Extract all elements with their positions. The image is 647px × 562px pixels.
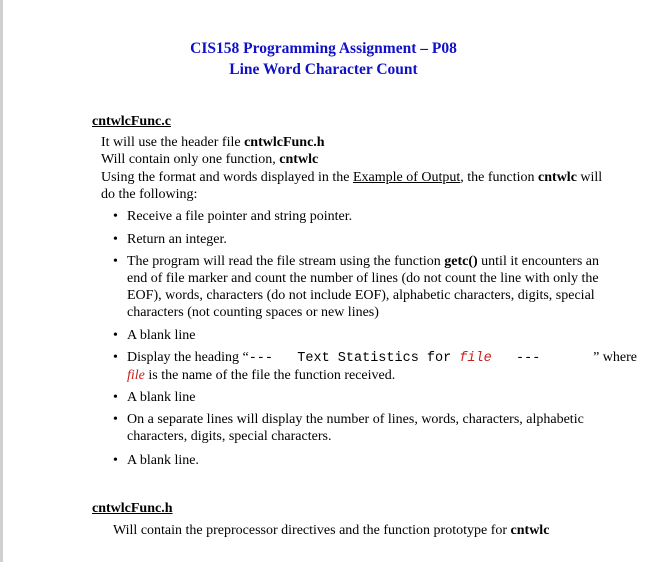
one-function-line: Will contain only one function, cntwlc xyxy=(101,152,319,167)
list-item: • A blank line xyxy=(113,390,196,405)
header-contents-line: Will contain the preprocessor directives and the function prototype for cntwlc xyxy=(113,523,550,538)
bullet-icon: • xyxy=(113,390,118,405)
file-placeholder: file xyxy=(459,351,492,366)
list-item: • A blank line xyxy=(113,328,196,343)
bullet-icon: • xyxy=(113,453,118,468)
format-instruction-line: Using the format and words displayed in the Example of Output, the function cntwlc will xyxy=(101,170,603,185)
file-placeholder: file xyxy=(127,368,145,383)
bullet-icon: • xyxy=(113,209,118,224)
header-file-name: cntwlcFunc.h xyxy=(244,135,325,150)
bullet-icon: • xyxy=(113,254,118,269)
document-title: CIS158 Programming Assignment – P08 xyxy=(190,40,457,57)
page-left-border xyxy=(0,0,3,562)
document-subtitle: Line Word Character Count xyxy=(229,61,418,78)
list-item: • Receive a file pointer and string pointer. xyxy=(113,209,353,224)
bullet-icon: • xyxy=(113,232,118,247)
bullet-icon: • xyxy=(113,328,118,343)
section-heading-cntwlcfunc-c: cntwlcFunc.c xyxy=(92,114,171,129)
format-instruction-line-2: do the following: xyxy=(101,187,198,202)
bullet-icon: • xyxy=(113,350,118,365)
example-of-output-link[interactable]: Example of Output xyxy=(352,170,461,185)
list-item: • A blank line. xyxy=(113,453,199,468)
list-item: • On a separate lines will display the number of lines, words, characters, alphabetic characters, digits, special characters. xyxy=(113,412,584,444)
list-item: • Display the heading “--- Text Statistics for file --- ” where file is the name of the file the function received. xyxy=(113,350,637,383)
list-item: • Return an integer. xyxy=(113,232,227,247)
list-item: • The program will read the file stream using the function getc() until it encounters an end of file marker and count the number of lines (do not count the line with only the EOF), words, characters (do not include EOF), alphabetic characters, digits, special characters (not counting spaces or new lines) xyxy=(113,254,599,320)
function-name: cntwlc xyxy=(279,152,319,167)
header-file-line: It will use the header file cntwlcFunc.h xyxy=(101,135,325,150)
section-heading-cntwlcfunc-h: cntwlcFunc.h xyxy=(92,501,173,516)
bullet-icon: • xyxy=(113,412,118,427)
